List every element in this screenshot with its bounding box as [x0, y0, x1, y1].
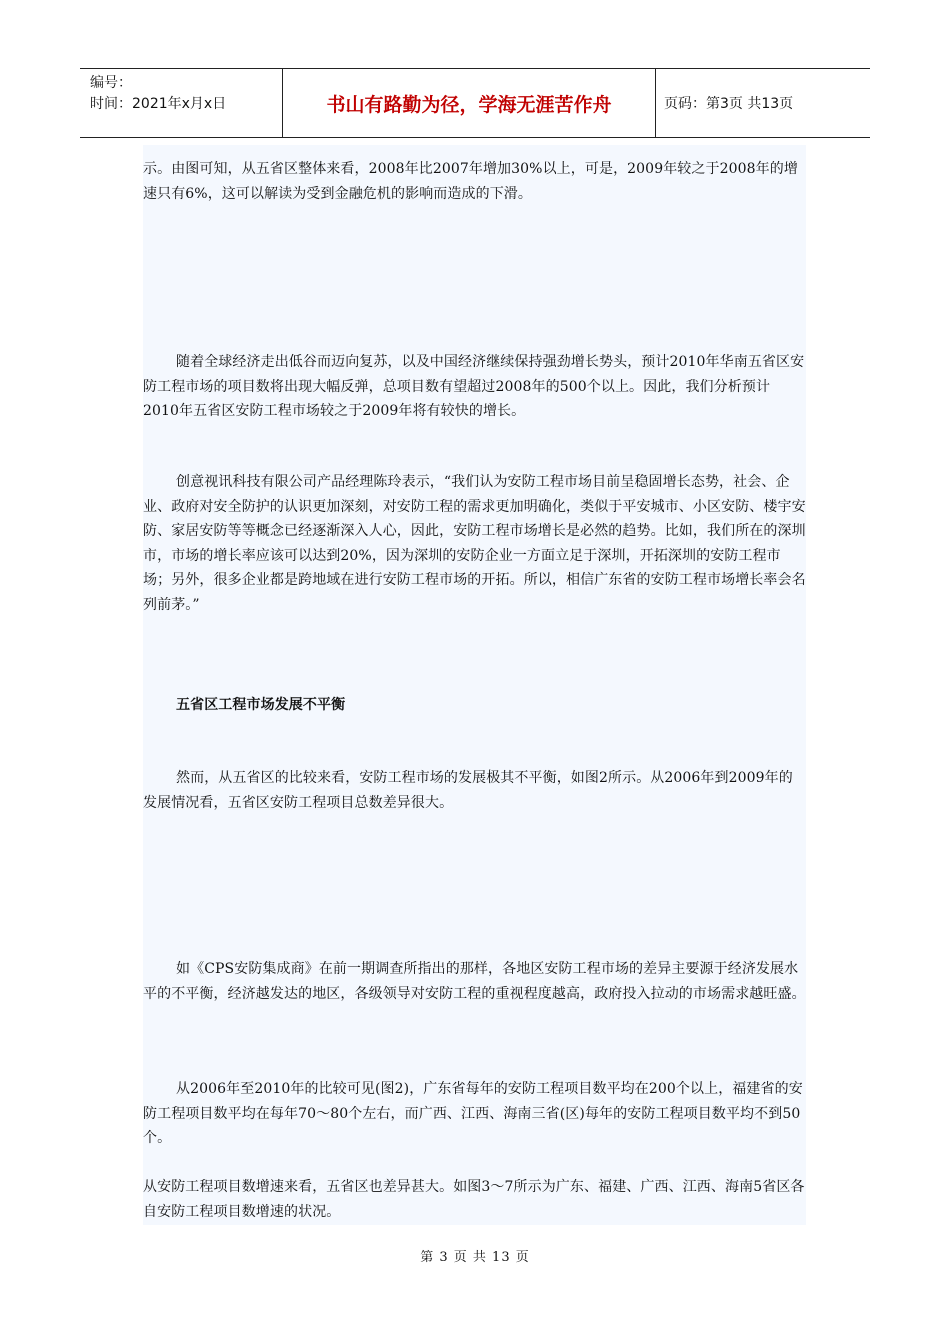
header-motto: 书山有路勤为径，学海无涯苦作舟 [282, 69, 656, 137]
paragraph-7: 从安防工程项目数增速来看，五省区也差异甚大。如图3～7所示为广东、福建、广西、江西、海南5省区各自安防工程项目数增速的状况。 [143, 1179, 805, 1220]
paragraph-1: 示。由图可知，从五省区整体来看，2008年比2007年增加30%以上，可是，2009年较之于2008年的增速只有6%，这可以解读为受到金融危机的影响而造成的下滑。 [143, 161, 798, 202]
paragraph-2: 随着全球经济走出低谷而迈向复苏，以及中国经济继续保持强劲增长势头，预计2010年华南五省区安防工程市场的项目数将出现大幅反弹，总项目数有望超过2008年的500个以上。因此，我们分析预计2010年五省区安防工程市场较之于2009年将有较快的增长。 [143, 354, 805, 419]
page-header [80, 68, 870, 138]
page-footer: 第 3 页 共 13 页 [420, 1250, 530, 1265]
date-label: 时间：2021年x月x日 [90, 96, 227, 112]
paragraph-4: 然而，从五省区的比较来看，安防工程市场的发展极其不平衡，如图2所示。从2006年到2009年的发展情况看，五省区安防工程项目总数差异很大。 [143, 770, 793, 811]
document-body [143, 145, 806, 1225]
number-label: 编号： [90, 75, 132, 91]
header-page-info: 页码：第3页 共13页 [664, 96, 794, 112]
paragraph-5: 如《CPS安防集成商》在前一期调查所指出的那样，各地区安防工程市场的差异主要源于经济发展水平的不平衡，经济越发达的地区，各级领导对安防工程的重视程度越高，政府投入拉动的市场需求越旺盛。 [143, 961, 806, 1002]
paragraph-6: 从2006年至2010年的比较可见(图2)，广东省每年的安防工程项目数平均在200个以上，福建省的安防工程项目数平均在每年70～80个左右，而广西、江西、海南三省(区)每年的安防工程项目数平均不到50个。 [143, 1081, 803, 1146]
header-meta [80, 69, 282, 137]
section-heading: 五省区工程市场发展不平衡 [176, 697, 346, 713]
paragraph-3: 创意视讯科技有限公司产品经理陈玲表示，“我们认为安防工程市场目前呈稳固增长态势，社会、企业、政府对安全防护的认识更加深刻，对安防工程的需求更加明确化，类似于平安城市、小区安防、楼宇安防、家居安防等等概念已经逐渐深入人心，因此，安防工程市场增长是必然的趋势。比如，我们所在的深圳市，市场的增长率应该可以达到20%，因为深圳的安防企业一方面立足于深圳，开拓深圳的安防工程市场；另外，很多企业都是跨地域在进行安防工程市场的开拓。所以，相信广东省的安防工程市场增长率会名列前茅。” [143, 474, 806, 613]
